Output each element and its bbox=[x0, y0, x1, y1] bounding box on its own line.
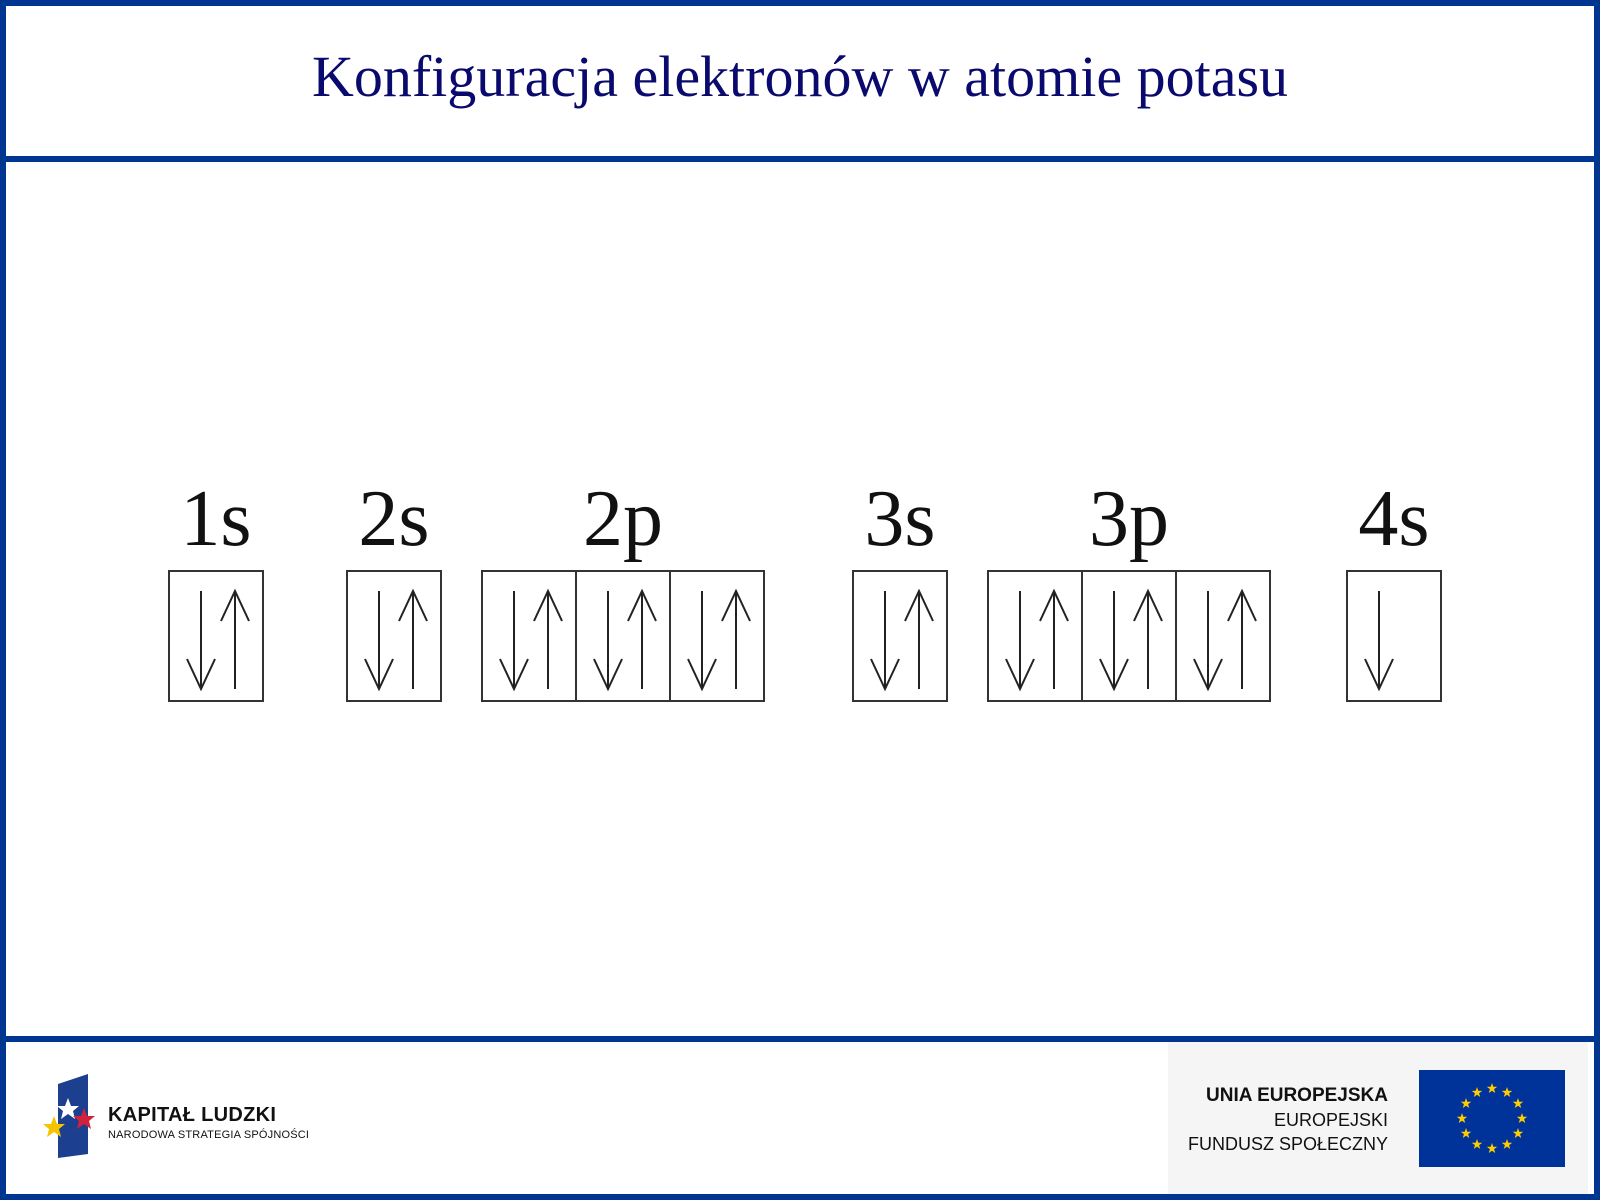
spin-up-arrow bbox=[399, 591, 427, 689]
spin-down-arrow bbox=[1100, 591, 1128, 689]
eu-flag-icon bbox=[1419, 1070, 1565, 1167]
orbital-box bbox=[347, 571, 441, 701]
kapital-ludzki-logo-icon bbox=[40, 1072, 100, 1162]
subshell-label: 1s bbox=[180, 475, 252, 563]
eu-star bbox=[1457, 1113, 1467, 1123]
spin-down-arrow bbox=[187, 591, 215, 689]
spin-down-arrow bbox=[365, 591, 393, 689]
eu-star bbox=[1513, 1098, 1523, 1108]
subshell-1s bbox=[169, 475, 263, 701]
slide-footer bbox=[6, 1042, 1594, 1194]
orbital-box bbox=[169, 571, 263, 701]
orbital-box bbox=[576, 571, 670, 701]
subshell-label: 2p bbox=[583, 475, 663, 563]
orbital-box bbox=[853, 571, 947, 701]
spin-down-arrow bbox=[1365, 591, 1393, 689]
spin-down-arrow bbox=[688, 591, 716, 689]
subshell-label: 3s bbox=[864, 475, 936, 563]
subshell-label: 2s bbox=[358, 475, 430, 563]
eu-star bbox=[1461, 1098, 1471, 1108]
subshell-2p bbox=[482, 475, 764, 701]
kapital-ludzki-text bbox=[108, 1104, 309, 1141]
orbital-box bbox=[1082, 571, 1176, 701]
eu-star bbox=[1472, 1087, 1482, 1097]
spin-down-arrow bbox=[594, 591, 622, 689]
spin-up-arrow bbox=[1134, 591, 1162, 689]
spin-up-arrow bbox=[905, 591, 933, 689]
subshell-label: 4s bbox=[1358, 475, 1430, 563]
orbital-box bbox=[670, 571, 764, 701]
spin-up-arrow bbox=[1040, 591, 1068, 689]
spin-up-arrow bbox=[628, 591, 656, 689]
spin-up-arrow bbox=[722, 591, 750, 689]
spin-down-arrow bbox=[1194, 591, 1222, 689]
kapital-ludzki-title: KAPITAŁ LUDZKI bbox=[108, 1104, 277, 1126]
eu-star bbox=[1502, 1139, 1512, 1149]
eu-logo-text bbox=[1188, 1084, 1388, 1156]
spin-up-arrow bbox=[534, 591, 562, 689]
subshell-2s bbox=[347, 475, 441, 701]
orbital-box bbox=[988, 571, 1082, 701]
eu-line-social-fund: FUNDUSZ SPOŁECZNY bbox=[1187, 1134, 1388, 1154]
eu-star bbox=[1461, 1128, 1471, 1138]
eu-star bbox=[1472, 1139, 1482, 1149]
spin-down-arrow bbox=[500, 591, 528, 689]
subshell-4s bbox=[1347, 475, 1441, 701]
spin-up-arrow bbox=[221, 591, 249, 689]
eu-star bbox=[1517, 1113, 1527, 1123]
spin-down-arrow bbox=[871, 591, 899, 689]
orbital-box bbox=[482, 571, 576, 701]
orbital-box bbox=[1176, 571, 1270, 701]
subshell-label: 3p bbox=[1089, 475, 1169, 563]
eu-line-union: UNIA EUROPEJSKA bbox=[1206, 1085, 1388, 1106]
eu-star bbox=[1487, 1083, 1497, 1093]
spin-down-arrow bbox=[1006, 591, 1034, 689]
subshell-3s bbox=[853, 475, 947, 701]
orbital-box bbox=[1347, 571, 1441, 701]
eu-star bbox=[1487, 1143, 1497, 1153]
slide-title: Konfiguracja elektronów w atomie potasu bbox=[311, 43, 1289, 109]
subshell-3p bbox=[988, 475, 1270, 701]
spin-up-arrow bbox=[1228, 591, 1256, 689]
eu-star bbox=[1502, 1087, 1512, 1097]
eu-star bbox=[1513, 1128, 1523, 1138]
eu-line-european: EUROPEJSKI bbox=[1273, 1110, 1388, 1130]
kapital-ludzki-subtitle: NARODOWA STRATEGIA SPÓJNOŚCI bbox=[108, 1129, 310, 1141]
